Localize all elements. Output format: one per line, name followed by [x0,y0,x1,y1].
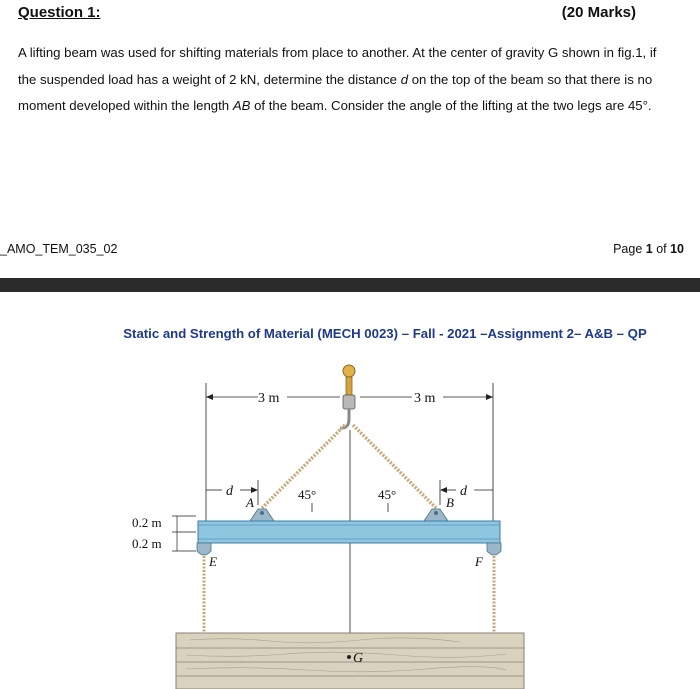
angle-label-right: 45° [378,487,397,502]
dim-arrow-left [206,394,213,400]
dim-label-right: 3 m [414,391,436,406]
question-text-part-2: on the top of the beam so that there is no moment developed within the length [18,71,653,113]
d-label-right: d [460,484,467,499]
document-code: _AMO_TEM_035_02 [0,242,118,256]
point-e-label: E [209,554,217,569]
page-total: 10 [670,242,684,256]
page-middle: of [652,242,671,256]
variable-d: d [400,71,409,87]
question-text-part-3: of the beam. Consider the angle of the lifting at the two legs are 45°. [250,98,652,113]
dim-label-left: 3 m [258,391,280,406]
center-of-gravity-label: G [353,651,364,666]
point-a-label: A [246,495,254,510]
lug-f [487,543,501,555]
d-label-left: d [226,484,233,499]
center-of-gravity-dot [347,655,351,659]
course-header: Static and Strength of Material (MECH 0023) – Fall - 2021 –Assignment 2– A&B – QP [123,326,647,341]
question-marks: (20 Marks) [561,4,636,21]
page-current: 1 [645,242,653,256]
point-f-label: F [475,554,483,569]
lifting-beam [198,521,500,543]
angle-label-left: 45° [298,487,317,502]
timber-load [176,633,524,689]
question-text-part-1: A lifting beam was used for shifting materials from place to another. At the center of gravity G shown in fig.1, if the suspended load has a weight of 2 kN, determine the distance [18,45,657,87]
question-paragraph [18,40,658,120]
lifting-beam-figure [120,362,540,689]
dim-02-bottom-label: 0.2 m [132,536,162,551]
question-body [18,40,658,120]
point-b-label: B [446,495,454,510]
crane-hook [340,365,355,428]
d-arrow-left [251,487,258,493]
page-number [613,242,684,256]
page-separator [0,278,700,292]
dim-02-top-label: 0.2 m [132,515,162,530]
question-title: Question 1: [18,4,101,21]
dim-arrow-right [486,394,493,400]
variable-ab: AB [232,98,251,113]
page-prefix: Page [613,242,646,256]
d-arrow-right [440,487,447,493]
